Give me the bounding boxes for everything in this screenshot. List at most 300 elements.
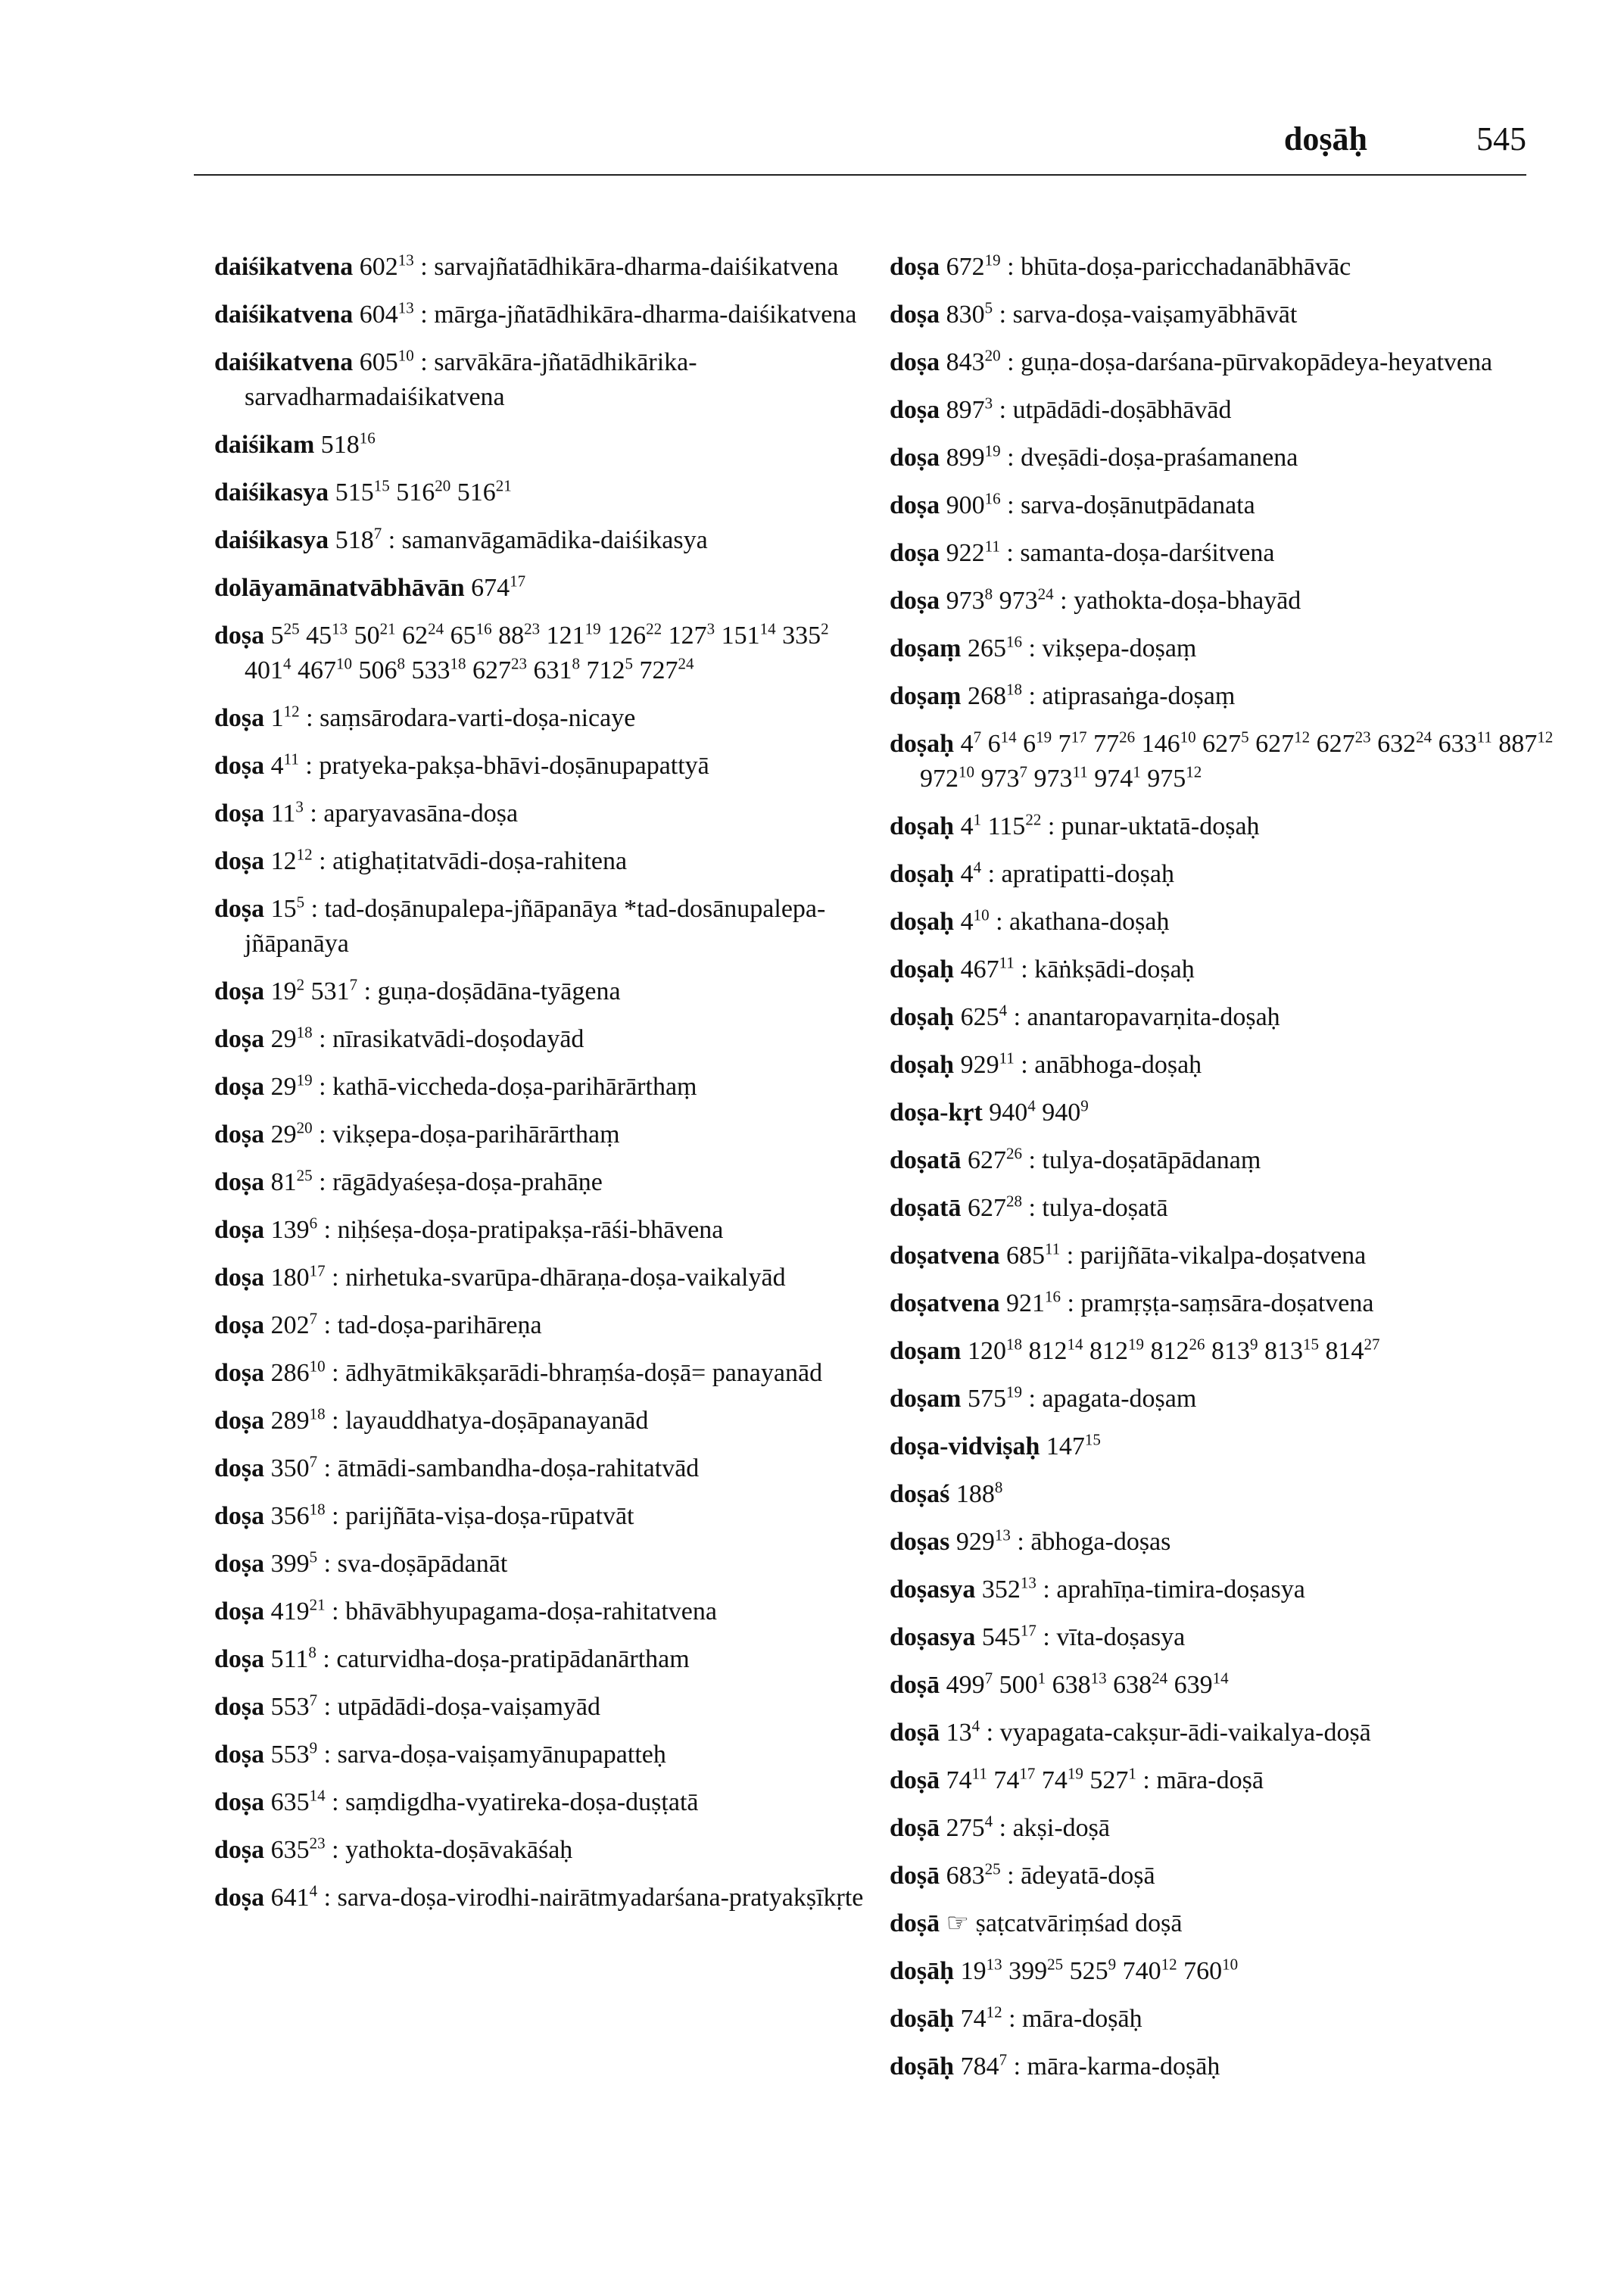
entry-headword: doṣasya [890,1623,976,1651]
entry-locator: $506^8$ [358,654,405,684]
line-number: 11 [1476,728,1492,746]
entry-headword: doṣatvena [890,1289,1000,1317]
entry-compound: : dveṣādi-doṣa-praśamanena [1000,444,1298,472]
entry-headword: doṣa [214,977,265,1005]
entry-locator: $973^8$ [946,584,993,615]
entry-compound: : apratipatti-doṣaḥ [981,860,1174,888]
index-entry [214,1547,881,1582]
line-number: 16 [984,489,1001,508]
line-number: 19 [984,441,1001,460]
line-number: 11 [971,1764,987,1783]
line-number: 23 [524,619,541,638]
entry-headword: doṣatā [890,1194,962,1222]
index-entry [890,298,1556,332]
entry-locator: $672^{19}$ [946,251,1001,281]
line-number: 16 [1044,1287,1061,1306]
entry-locator: $575^{19}$ [967,1382,1022,1413]
index-entry [890,1286,1556,1321]
index-entry [890,488,1556,523]
line-number: 1 [1128,1764,1136,1783]
line-number: 12 [283,702,300,721]
entry-compound: : sarva-doṣa-vaiṣamyābhāvāt [993,301,1298,329]
entry-headword: doṣa [214,847,265,875]
index-entry [890,631,1556,666]
line-number: 17 [1019,1764,1036,1783]
entry-compound: : nīrasikatvādi-doṣodayād [312,1025,584,1053]
line-number: 4 [984,1812,993,1831]
index-entry [890,2049,1556,2084]
entry-headword: daiśikam [214,431,315,459]
line-number: 4 [973,858,982,877]
line-number: 21 [309,1595,326,1614]
entry-locator: $65^{16}$ [450,619,492,650]
line-number: 10 [973,905,990,924]
index-entry [890,857,1556,892]
line-number: 12 [296,845,313,864]
entry-compound: : saṃdigdha-vyatireka-doṣa-duṣṭatā [325,1788,699,1816]
entry-locator: $527^1$ [1089,1764,1136,1794]
index-entry [214,475,881,510]
entry-locator: $973^7$ [980,762,1027,793]
index-entry [214,1165,881,1200]
entry-locator: $900^{16}$ [946,489,1001,519]
line-number: 11 [1044,1239,1061,1258]
line-number: 26 [1119,728,1136,746]
entry-locator: $812^{14}$ [1028,1335,1083,1365]
entry-headword: doṣa [214,799,265,828]
index-entry [214,892,881,962]
entry-headword: doṣas [890,1528,950,1556]
entry-locator: $19^{13}$ [960,1955,1002,1985]
entry-locator: $812^{26}$ [1150,1335,1205,1365]
entry-locator: $940^4$ [989,1096,1036,1127]
entry-headword: doṣa [890,491,940,519]
entry-locator: $674^{17}$ [471,572,526,602]
entry-locator: $126^{22}$ [607,619,662,650]
entry-locator: $7^{17}$ [1058,728,1087,758]
line-number: 14 [759,619,776,638]
index-entry [890,1954,1556,1989]
entry-locator: $4^1$ [960,810,982,840]
line-number: 3 [984,394,993,413]
entry-compound: : ādhyātmikākṣarādi-bhraṃśa-doṣā= panayanād [325,1359,823,1387]
line-number: 9 [309,1738,318,1757]
entry-headword: doṣa [890,539,940,567]
entry-headword: doṣa [214,1884,265,1912]
line-number: 18 [296,1023,313,1042]
entry-compound: : bhūta-doṣa-paricchadanābhāvāc [1000,253,1351,281]
line-number: 17 [1020,1621,1036,1640]
entry-compound: : tulya-doṣatā [1021,1194,1168,1222]
entry-compound: : guṇa-doṣādāna-tyāgena [357,977,621,1005]
entry-locator: $146^{10}$ [1141,728,1196,758]
entry-headword: dolāyamānatvābhāvān [214,574,465,602]
entry-locator: $202^7$ [270,1309,318,1339]
entry-locator: $511^8$ [270,1643,316,1673]
entry-locator: $533^{18}$ [411,654,466,684]
entry-headword: doṣa [214,1168,265,1196]
line-number: 19 [1127,1335,1144,1354]
entry-locator: $77^{26}$ [1093,728,1136,758]
entry-locator: $635^{23}$ [270,1834,326,1864]
entry-headword: daiśikasya [214,526,329,554]
entry-headword: doṣaḥ [890,730,955,758]
entry-locator: $74^{19}$ [1041,1764,1083,1794]
line-number: 7 [999,2050,1008,2069]
entry-headword: doṣa [890,301,940,329]
entry-compound: : tulya-doṣatāpādanaṃ [1021,1146,1261,1174]
index-entry [214,1213,881,1248]
entry-headword: doṣa [214,1073,265,1101]
entry-locator: $635^{14}$ [270,1786,326,1816]
entry-locator: $627^{23}$ [1316,728,1371,758]
index-entry [214,1881,881,1915]
index-entry [890,1716,1556,1750]
entry-locator: $973^{24}$ [999,584,1054,615]
running-headword: doṣāḥ [1283,120,1367,157]
entry-locator: $515^{15}$ [335,476,390,506]
entry-locator: $812^{19}$ [1089,1335,1144,1365]
entry-compound: : parijñāta-viṣa-doṣa-rūpatvāt [325,1502,634,1530]
entry-locator: $399^{25}$ [1008,1955,1064,1985]
line-number: 25 [984,1859,1001,1878]
line-number: 6 [309,1214,318,1233]
entry-compound: : sarva-doṣa-virodhi-nairātmyadarśana-pratyakṣīkṛte [317,1884,864,1912]
line-number: 21 [379,619,396,638]
entry-locator: $467^{11}$ [960,953,1015,983]
entry-locator: $685^{11}$ [1005,1239,1061,1270]
entry-compound: : utpādādi-doṣa-vaiṣamyād [317,1693,601,1721]
entry-locator: $6^{14}$ [987,728,1017,758]
line-number: 14 [1000,728,1017,746]
line-number: 15 [1302,1335,1319,1354]
entry-headword: doṣa [890,587,940,615]
line-number: 25 [1047,1955,1064,1974]
entry-locator: $88^{23}$ [498,619,541,650]
line-number: 19 [296,1071,313,1089]
entry-compound: : vikṣepa-doṣa-parihārārthaṃ [312,1121,620,1149]
line-number: 19 [584,619,601,638]
entry-locator: $356^{18}$ [270,1500,326,1530]
entry-headword: doṣāḥ [890,1957,955,1985]
index-entry [890,1906,1556,1941]
index-entry [214,1070,881,1105]
entry-compound: : pratyeka-pakṣa-bhāvi-doṣānupapattyā [298,752,709,780]
line-number: 14 [1212,1669,1229,1688]
entry-compound: : kathā-viccheda-doṣa-parihārārthaṃ [312,1073,697,1101]
line-number: 5 [1241,728,1249,746]
entry-headword: doṣa [890,348,940,376]
entry-compound: : utpādādi-doṣābhāvād [993,396,1232,424]
entry-compound: : pramṛṣṭa-saṃsāra-doṣatvena [1060,1289,1374,1317]
entry-locator: $12^{12}$ [270,845,313,875]
index-entry [890,536,1556,571]
index-entry [890,1239,1556,1273]
entry-compound: : vyapagata-cakṣur-ādi-vaikalya-doṣā [980,1719,1371,1747]
line-number: 8 [984,584,993,603]
entry-locator: $115^{22}$ [987,810,1042,840]
index-entry [890,1382,1556,1417]
entry-headword: doṣa-kṛt [890,1099,983,1127]
entry-locator: $625^4$ [960,1001,1008,1031]
entry-compound: : akṣi-doṣā [993,1814,1110,1842]
line-number: 1 [1037,1669,1046,1688]
entry-headword: doṣam [890,1337,962,1365]
entry-locator: $11^3$ [270,797,304,828]
entry-locator: $4^{11}$ [270,750,299,780]
line-number: 8 [572,654,580,673]
entry-locator: $929^{13}$ [955,1526,1011,1556]
entry-compound: : aparyavasāna-doṣa [303,799,519,828]
index-entry [214,1117,881,1152]
line-number: 10 [959,762,974,781]
index-entry [890,1811,1556,1846]
entry-headword: daiśikatvena [214,301,354,329]
entry-compound: : samanta-doṣa-darśitvena [999,539,1275,567]
entry-locator: $13^4$ [946,1716,980,1747]
entry-locator: $518^7$ [335,524,382,554]
entry-headword: doṣa [214,1597,265,1625]
line-number: 10 [397,346,414,365]
line-number: 16 [1005,632,1022,651]
left-column [214,250,881,1928]
index-entry [214,1451,881,1486]
line-number: 4 [1027,1096,1036,1115]
entry-locator: $74^{12}$ [960,2003,1002,2033]
entry-headword: doṣa [214,752,265,780]
index-entry [890,809,1556,844]
index-entry [890,905,1556,940]
entry-locator: $139^6$ [270,1214,318,1244]
line-number: 23 [511,654,527,673]
entry-compound: : sarvajñatādhikāra-dharma-daiśikatvena [413,253,839,281]
entry-headword: doṣaś [890,1480,950,1508]
entry-locator: $760^{10}$ [1183,1955,1239,1985]
entry-locator: $604^{13}$ [359,298,414,329]
entry-locator: $74^{17}$ [993,1764,1036,1794]
entry-locator: $553^7$ [270,1691,318,1721]
entry-locator: $147^{15}$ [1046,1430,1101,1460]
line-number: 8 [994,1478,1003,1497]
line-number: 14 [1067,1335,1083,1354]
index-entry [890,393,1556,428]
index-entry [890,1429,1556,1464]
entry-compound: : ātmādi-sambandha-doṣa-rahitatvād [317,1454,700,1482]
entry-locator: $5^{25}$ [270,619,300,650]
entry-headword: doṣaḥ [890,812,955,840]
line-number: 3 [295,797,304,816]
entry-locator: $265^{16}$ [967,632,1022,662]
line-number: 15 [1084,1430,1101,1449]
index-entry [214,1499,881,1534]
entry-locator: $127^3$ [668,619,715,650]
line-number: 15 [373,476,390,495]
entry-headword: doṣa [214,895,265,923]
entry-compound: : tad-doṣa-parihāreṇa [317,1311,542,1339]
entry-locator: $929^{11}$ [960,1049,1015,1079]
entry-headword: doṣaḥ [890,908,955,936]
line-number: 5 [984,298,993,317]
entry-locator: $419^{21}$ [270,1595,326,1625]
line-number: 11 [984,537,1000,556]
entry-headword: doṣa [890,396,940,424]
entry-headword: doṣāḥ [890,2005,955,2033]
entry-headword: doṣā [890,1862,940,1890]
index-entry [214,523,881,558]
right-column [890,250,1556,2097]
index-entry [890,345,1556,380]
entry-locator: $545^{17}$ [981,1621,1036,1651]
entry-locator: $605^{10}$ [359,346,414,376]
entry-locator: $4^4$ [960,858,982,888]
index-entry [890,1572,1556,1607]
entry-locator: $627^{26}$ [967,1144,1022,1174]
entry-headword: doṣa [214,622,265,650]
index-entry [890,1143,1556,1178]
line-number: 7 [1019,762,1027,781]
line-number: 26 [1005,1144,1022,1163]
entry-headword: doṣa [214,1264,265,1292]
entry-headword: doṣa [214,1502,265,1530]
index-entry [890,1048,1556,1083]
line-number: 11 [283,750,299,768]
entry-compound: : caturvidha-doṣa-pratipādanārtham [316,1645,690,1673]
line-number: 4 [971,1716,980,1735]
entry-locator: $897^3$ [946,394,993,424]
entry-headword: daiśikatvena [214,348,354,376]
entry-locator: $940^9$ [1042,1096,1089,1127]
line-number: 18 [450,654,466,673]
line-number: 19 [984,251,1001,270]
index-entry [214,1261,881,1295]
entry-locator: $641^4$ [270,1881,318,1912]
line-number: 20 [984,346,1001,365]
line-number: 13 [994,1526,1011,1544]
entry-compound: : sarva-doṣānutpādanata [1000,491,1255,519]
line-number: 24 [678,654,694,673]
index-entry [890,727,1556,796]
entry-headword: doṣa [214,704,265,732]
entry-locator: $401^4$ [245,654,291,684]
entry-headword: doṣaṃ [890,634,962,662]
line-number: 10 [336,654,352,673]
line-number: 22 [646,619,662,638]
index-entry [214,701,881,736]
entry-compound: : akathana-doṣaḥ [989,908,1170,936]
entry-locator: $843^{20}$ [946,346,1001,376]
line-number: 18 [1005,1335,1022,1354]
entry-headword: doṣa [214,1025,265,1053]
line-number: 7 [309,1309,318,1328]
entry-locator: $627^{28}$ [967,1192,1022,1222]
entry-headword: doṣāḥ [890,2052,955,2080]
line-number: 7 [973,728,982,746]
entry-compound: : parijñāta-vikalpa-doṣatvena [1060,1242,1367,1270]
entry-headword: doṣam [890,1385,962,1413]
entry-compound: : ādeyatā-doṣā [1000,1862,1155,1890]
index-entry [890,250,1556,285]
line-number: 7 [984,1669,993,1688]
index-entry [214,619,881,688]
entry-compound: : aprahīṇa-timira-doṣasya [1036,1576,1305,1604]
line-number: 3 [706,619,715,638]
line-number: 24 [1416,728,1432,746]
index-entry [214,844,881,879]
entry-compound: : nirhetuka-svarūpa-dhāraṇa-doṣa-vaikalyād [325,1264,786,1292]
entry-headword: doṣaḥ [890,1003,955,1031]
line-number: 13 [1020,1573,1036,1592]
entry-locator: $830^5$ [946,298,993,329]
entry-locator: $268^{18}$ [967,680,1022,710]
entry-compound: : mārga-jñatādhikāra-dharma-daiśikatvena [413,301,857,329]
index-entry [214,1022,881,1057]
entry-compound: : anantaropavarṇita-doṣaḥ [1007,1003,1280,1031]
entry-locator: $45^{13}$ [306,619,348,650]
entry-locator: $275^4$ [946,1812,993,1842]
line-number: 1 [973,810,982,829]
line-number: 4 [999,1001,1008,1020]
entry-headword: doṣatvena [890,1242,1000,1270]
entry-headword: doṣa [214,1550,265,1578]
entry-locator: $813^9$ [1211,1335,1258,1365]
entry-locator: $638^{24}$ [1113,1669,1168,1699]
entry-compound: : ābhoga-doṣas [1010,1528,1171,1556]
entry-locator: $516^{21}$ [457,476,512,506]
line-number: 12 [986,2003,1002,2021]
index-entry [214,1594,881,1629]
entry-headword: doṣā [890,1766,940,1794]
line-number: 23 [309,1834,326,1853]
entry-compound: : kāṅkṣādi-doṣaḥ [1014,955,1195,983]
line-number: 24 [1037,584,1054,603]
entry-compound: : punar-uktatā-doṣaḥ [1041,812,1260,840]
line-number: 2 [296,975,305,994]
line-number: 7 [309,1452,318,1471]
running-header [194,114,1526,176]
entry-locator: $784^7$ [960,2050,1008,2080]
line-number: 17 [510,572,526,591]
line-number: 24 [1152,1669,1168,1688]
line-number: 9 [1108,1955,1117,1974]
index-entry [890,1668,1556,1703]
index-entry [890,584,1556,619]
entry-locator: $813^{15}$ [1264,1335,1319,1365]
index-entry [214,298,881,332]
entry-compound: : māra-doṣā [1136,1766,1264,1794]
line-number: 13 [332,619,348,638]
entry-locator: $335^2$ [782,619,829,650]
entry-headword: doṣa [214,1645,265,1673]
entry-locator: $975^{12}$ [1147,762,1202,793]
entry-locator: $814^{27}$ [1325,1335,1380,1365]
entry-compound: : tad-doṣānupalepa-jñāpanāya *tad-dosānupalepa-jñāpanāya [245,895,826,958]
index-entry [890,1000,1556,1035]
entry-locator: $633^{11}$ [1438,728,1492,758]
entry-headword: doṣā [890,1671,940,1699]
index-entry [214,974,881,1009]
line-number: 10 [1222,1955,1239,1974]
entry-locator: $74^{11}$ [946,1764,987,1794]
line-number: 11 [1072,762,1088,781]
entry-locator: $627^5$ [1202,728,1249,758]
entry-locator: $50^{21}$ [354,619,396,650]
line-number: 25 [296,1166,313,1185]
entry-headword: doṣa [214,1121,265,1149]
entry-locator: $531^7$ [310,975,358,1005]
entry-locator: $518^{16}$ [320,429,376,459]
line-number: 14 [309,1786,326,1805]
line-number: 16 [475,619,492,638]
